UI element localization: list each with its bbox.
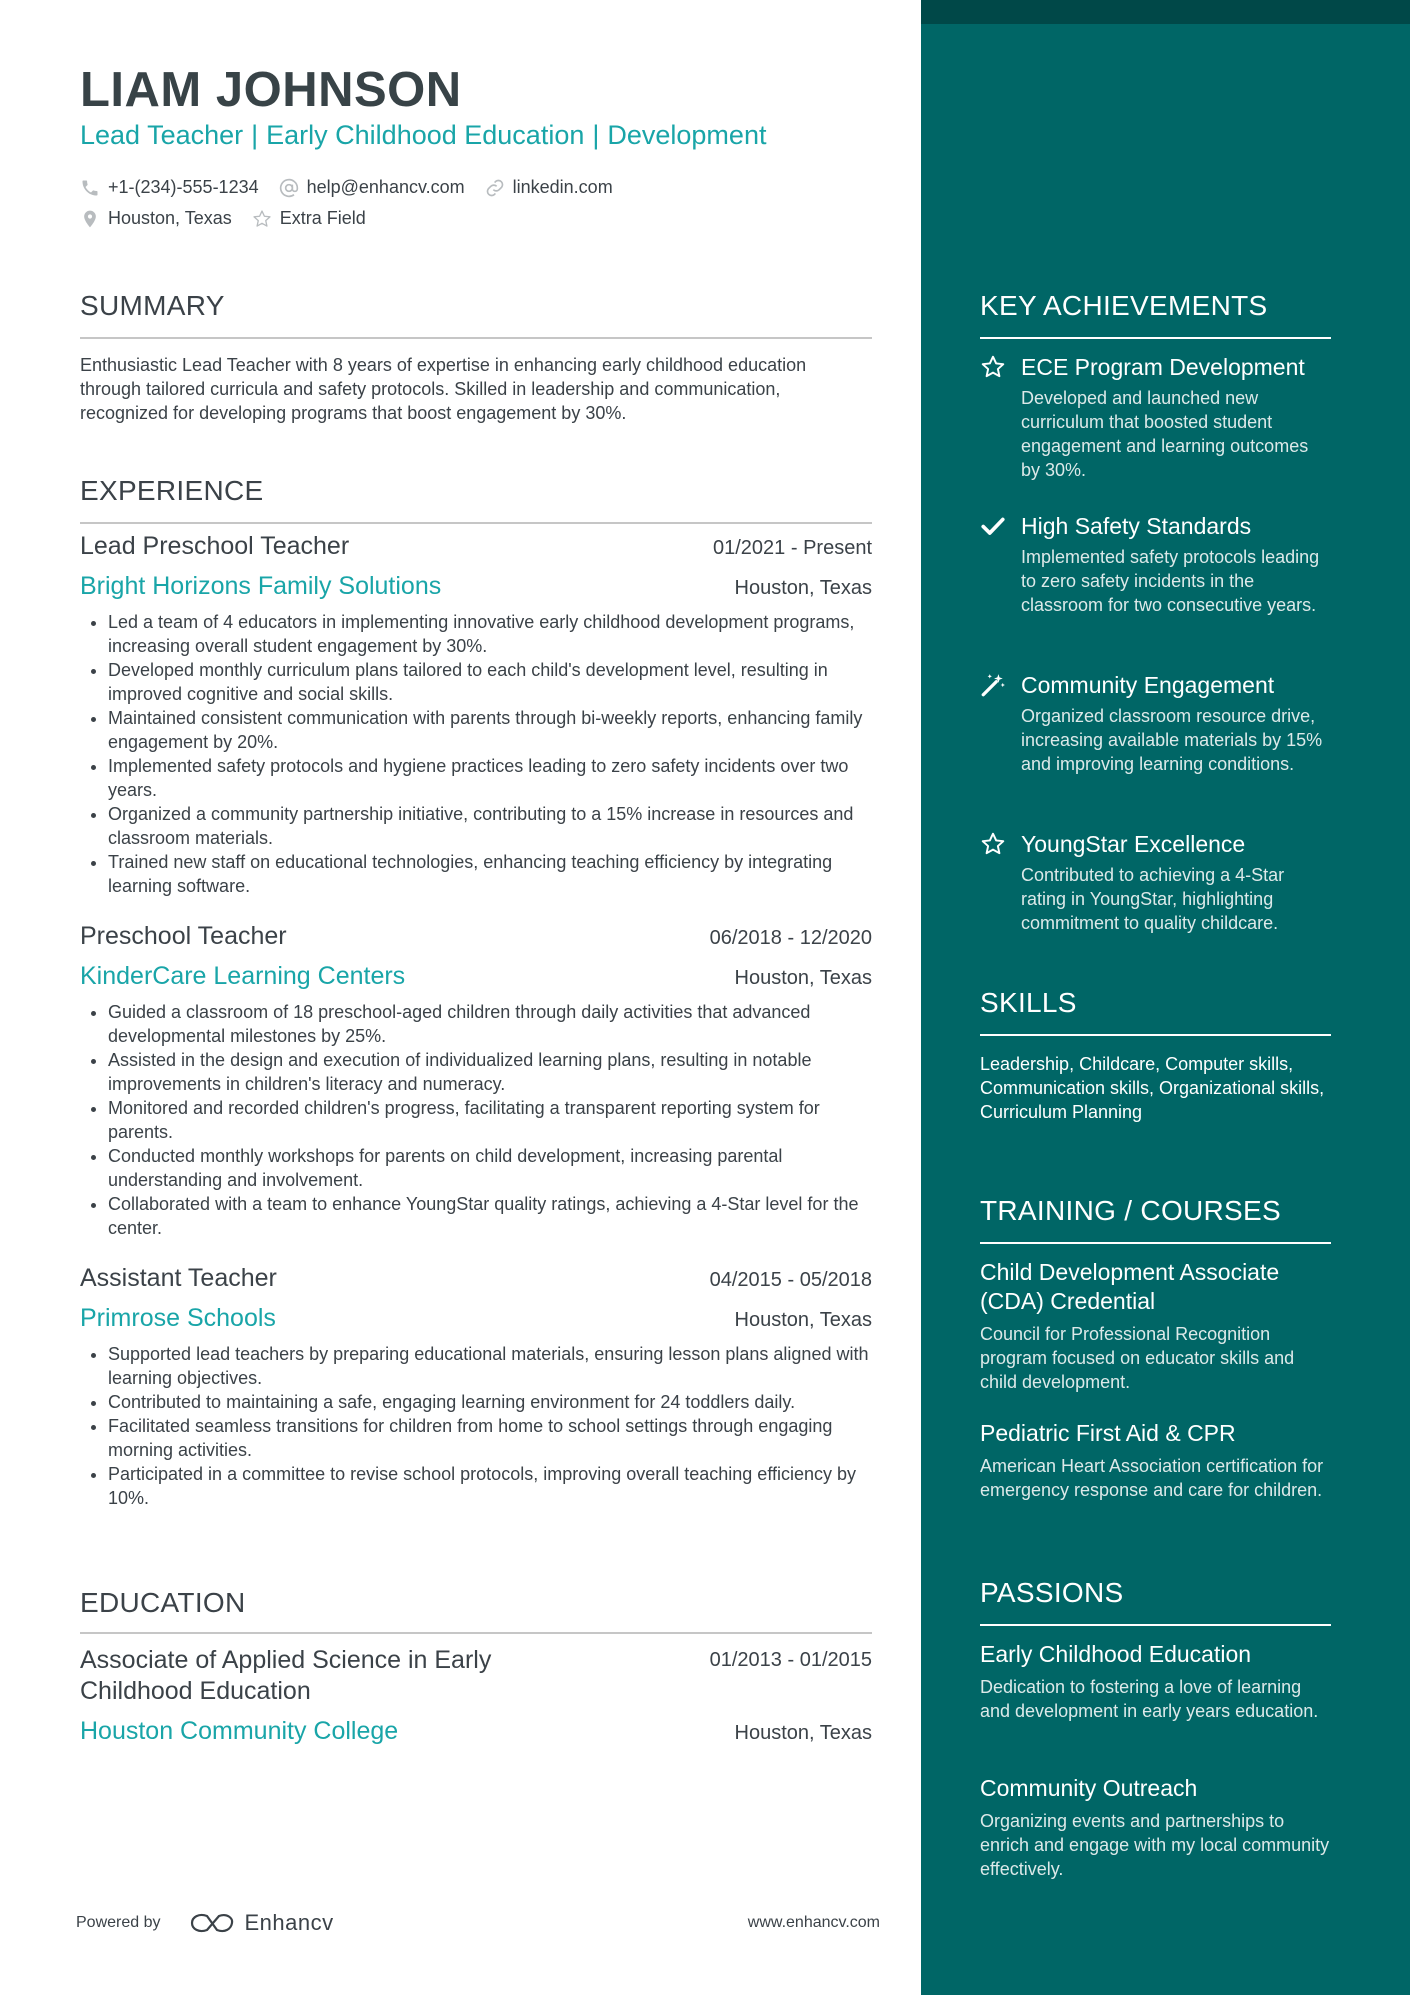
extra-field-text: Extra Field [279,208,366,228]
achievement-item [980,510,1331,617]
skills-list: Leadership, Childcare, Computer skills, Communication skills, Organizational skills, Curriculum Planning [980,1054,1325,1122]
star-outline-icon [252,209,272,229]
experience-entry [80,532,872,898]
experience-entry [80,922,872,1240]
job-bullets [80,1000,872,1240]
education-dates: 01/2013 - 01/2015 [709,1649,872,1671]
check-icon [980,513,1006,539]
achievement-item [980,828,1331,935]
job-bullets [80,1342,872,1510]
passion-title: Early Childhood Education [980,1641,1252,1667]
company-name[interactable]: KinderCare Learning Centers [80,962,406,990]
enhancv-logo-icon [189,1911,235,1935]
passion-description: Organizing events and partnerships to enrich and engage with my local community effectively. [980,1811,1330,1879]
magic-wand-icon [980,672,1006,698]
star-icon [980,831,1006,857]
experience-entry [80,1264,872,1510]
bullet-item: • Maintained consistent communication with parents through bi-weekly reports, enhancing family engagement by 20%. [108,706,872,754]
training-item [980,1419,1331,1502]
extra-field [252,208,366,229]
training-title: Child Development Associate (CDA) Credential [980,1259,1280,1314]
link-icon [485,178,505,198]
training-divider [980,1242,1331,1244]
phone-text: +1-(234)-555-1234 [108,177,259,197]
contact-info [80,172,840,234]
job-dates: 01/2021 - Present [713,537,872,559]
summary-divider [80,337,872,339]
bullet-item: • Monitored and recorded children's progress, facilitating a transparent reporting system for parents. [108,1096,872,1144]
footer [76,1910,880,1936]
headline-separator: | [592,120,600,150]
bullet-item: • Led a team of 4 educators in implementing innovative early childhood development programs, increasing overall student engagement by 30%. [108,610,872,658]
headline-field: Early Childhood Education [266,120,585,150]
bullet-item: • Assisted in the design and execution of individualized learning plans, resulting in notable improvements in children's literacy and numeracy. [108,1048,872,1096]
phone-contact[interactable] [80,177,259,198]
bullet-item: • Organized a community partnership initiative, contributing to a 15% increase in resources and classroom materials. [108,802,872,850]
skills-divider [980,1034,1331,1036]
achievement-item [980,669,1331,776]
bullet-item: • Participated in a committee to revise school protocols, improving overall teaching efficiency by 10%. [108,1462,872,1510]
passion-item [980,1774,1331,1881]
achievements-divider [980,337,1331,339]
bullet-item: • Collaborated with a team to enhance YoungStar quality ratings, achieving a 4-Star level for the center. [108,1192,872,1240]
skills-heading: SKILLS [980,987,1077,1018]
location-pin-icon [80,209,100,229]
brand-name: Enhancv [244,1910,334,1935]
job-location: Houston, Texas [734,577,872,599]
website-link[interactable]: www.enhancv.com [747,1914,880,1931]
linkedin-text: linkedin.com [512,177,613,197]
email-contact[interactable] [279,177,465,198]
achievement-description: Developed and launched new curriculum that boosted student engagement and learning outcomes by 30%. [1021,388,1309,480]
headline [80,120,766,151]
headline-role: Lead Teacher [80,120,244,150]
bullet-item: • Contributed to maintaining a safe, engaging learning environment for 24 toddlers daily. [108,1390,872,1414]
experience-divider [80,522,872,524]
passions-heading: PASSIONS [980,1577,1124,1608]
bullet-item: • Developed monthly curriculum plans tailored to each child's development level, resulting in improved cognitive and social skills. [108,658,872,706]
training-heading: TRAINING / COURSES [980,1195,1281,1226]
location-contact [80,208,232,229]
training-title: Pediatric First Aid & CPR [980,1420,1236,1446]
job-dates: 04/2015 - 05/2018 [709,1269,872,1291]
bullet-item: • Supported lead teachers by preparing educational materials, ensuring lesson plans aligned with learning objectives. [108,1342,872,1390]
bullet-item: • Trained new staff on educational technologies, enhancing teaching efficiency by integrating learning software. [108,850,872,898]
achievement-title: YoungStar Excellence [1021,830,1246,857]
sidebar [921,0,1410,1995]
job-location: Houston, Texas [734,1309,872,1331]
candidate-name: LIAM JOHNSON [80,63,462,117]
star-icon [980,354,1006,380]
achievement-description: Contributed to achieving a 4-Star rating in YoungStar, highlighting commitment to quality childcare. [1021,865,1285,933]
experience-heading: EXPERIENCE [80,475,264,506]
achievement-title: ECE Program Development [1021,353,1305,380]
sidebar-top-band [921,0,1410,24]
powered-by [76,1910,334,1936]
education-divider [80,1632,872,1634]
job-dates: 06/2018 - 12/2020 [709,927,872,949]
achievement-description: Organized classroom resource drive, increasing available materials by 15% and improving learning conditions. [1021,706,1323,774]
headline-focus: Development [607,120,767,150]
headline-separator: | [251,120,259,150]
school-name[interactable]: Houston Community College [80,1717,399,1745]
achievements-heading: KEY ACHIEVEMENTS [980,290,1268,321]
at-icon [279,178,299,198]
summary-heading: SUMMARY [80,290,225,321]
passions-divider [980,1624,1331,1626]
bullet-item: • Implemented safety protocols and hygiene practices leading to zero safety incidents over two years. [108,754,872,802]
training-description: Council for Professional Recognition program focused on educator skills and child development. [980,1324,1295,1392]
training-item [980,1258,1331,1394]
linkedin-contact[interactable] [485,177,613,198]
education-heading: EDUCATION [80,1587,246,1618]
job-title: Assistant Teacher [80,1264,277,1292]
summary-text: Enthusiastic Lead Teacher with 8 years of expertise in enhancing early childhood education through tailored curricula and safety protocols. Skilled in leadership and communication, recognized for developing programs that boost engagement by 30%. [80,355,807,423]
degree-title: Associate of Applied Science in Early Childhood Education [80,1646,492,1705]
email-text: help@enhancv.com [306,177,465,197]
passion-item [980,1640,1331,1723]
bullet-item: • Facilitated seamless transitions for children from home to school settings through engaging morning activities. [108,1414,872,1462]
bullet-item: • Conducted monthly workshops for parents on child development, increasing parental understanding and involvement. [108,1144,872,1192]
achievement-title: Community Engagement [1021,671,1275,698]
education-location: Houston, Texas [734,1722,872,1744]
job-title: Lead Preschool Teacher [80,532,350,560]
education-entry [80,1645,872,1746]
passion-title: Community Outreach [980,1775,1198,1801]
phone-icon [80,178,100,198]
training-description: American Heart Association certification for emergency response and care for children. [980,1456,1324,1500]
job-location: Houston, Texas [734,967,872,989]
job-title: Preschool Teacher [80,922,287,950]
bullet-item: • Guided a classroom of 18 preschool-aged children through daily activities that advanced developmental milestones by 25%. [108,1000,872,1048]
powered-by-label: Powered by [76,1914,161,1931]
achievement-description: Implemented safety protocols leading to zero safety incidents in the classroom for two consecutive years. [1021,547,1320,615]
achievement-title: High Safety Standards [1021,512,1252,539]
company-name[interactable]: Primrose Schools [80,1304,276,1332]
achievement-item [980,351,1331,482]
passion-description: Dedication to fostering a love of learning and development in early years education. [980,1677,1319,1721]
location-text: Houston, Texas [108,208,232,228]
job-bullets [80,610,872,898]
company-name[interactable]: Bright Horizons Family Solutions [80,572,442,600]
